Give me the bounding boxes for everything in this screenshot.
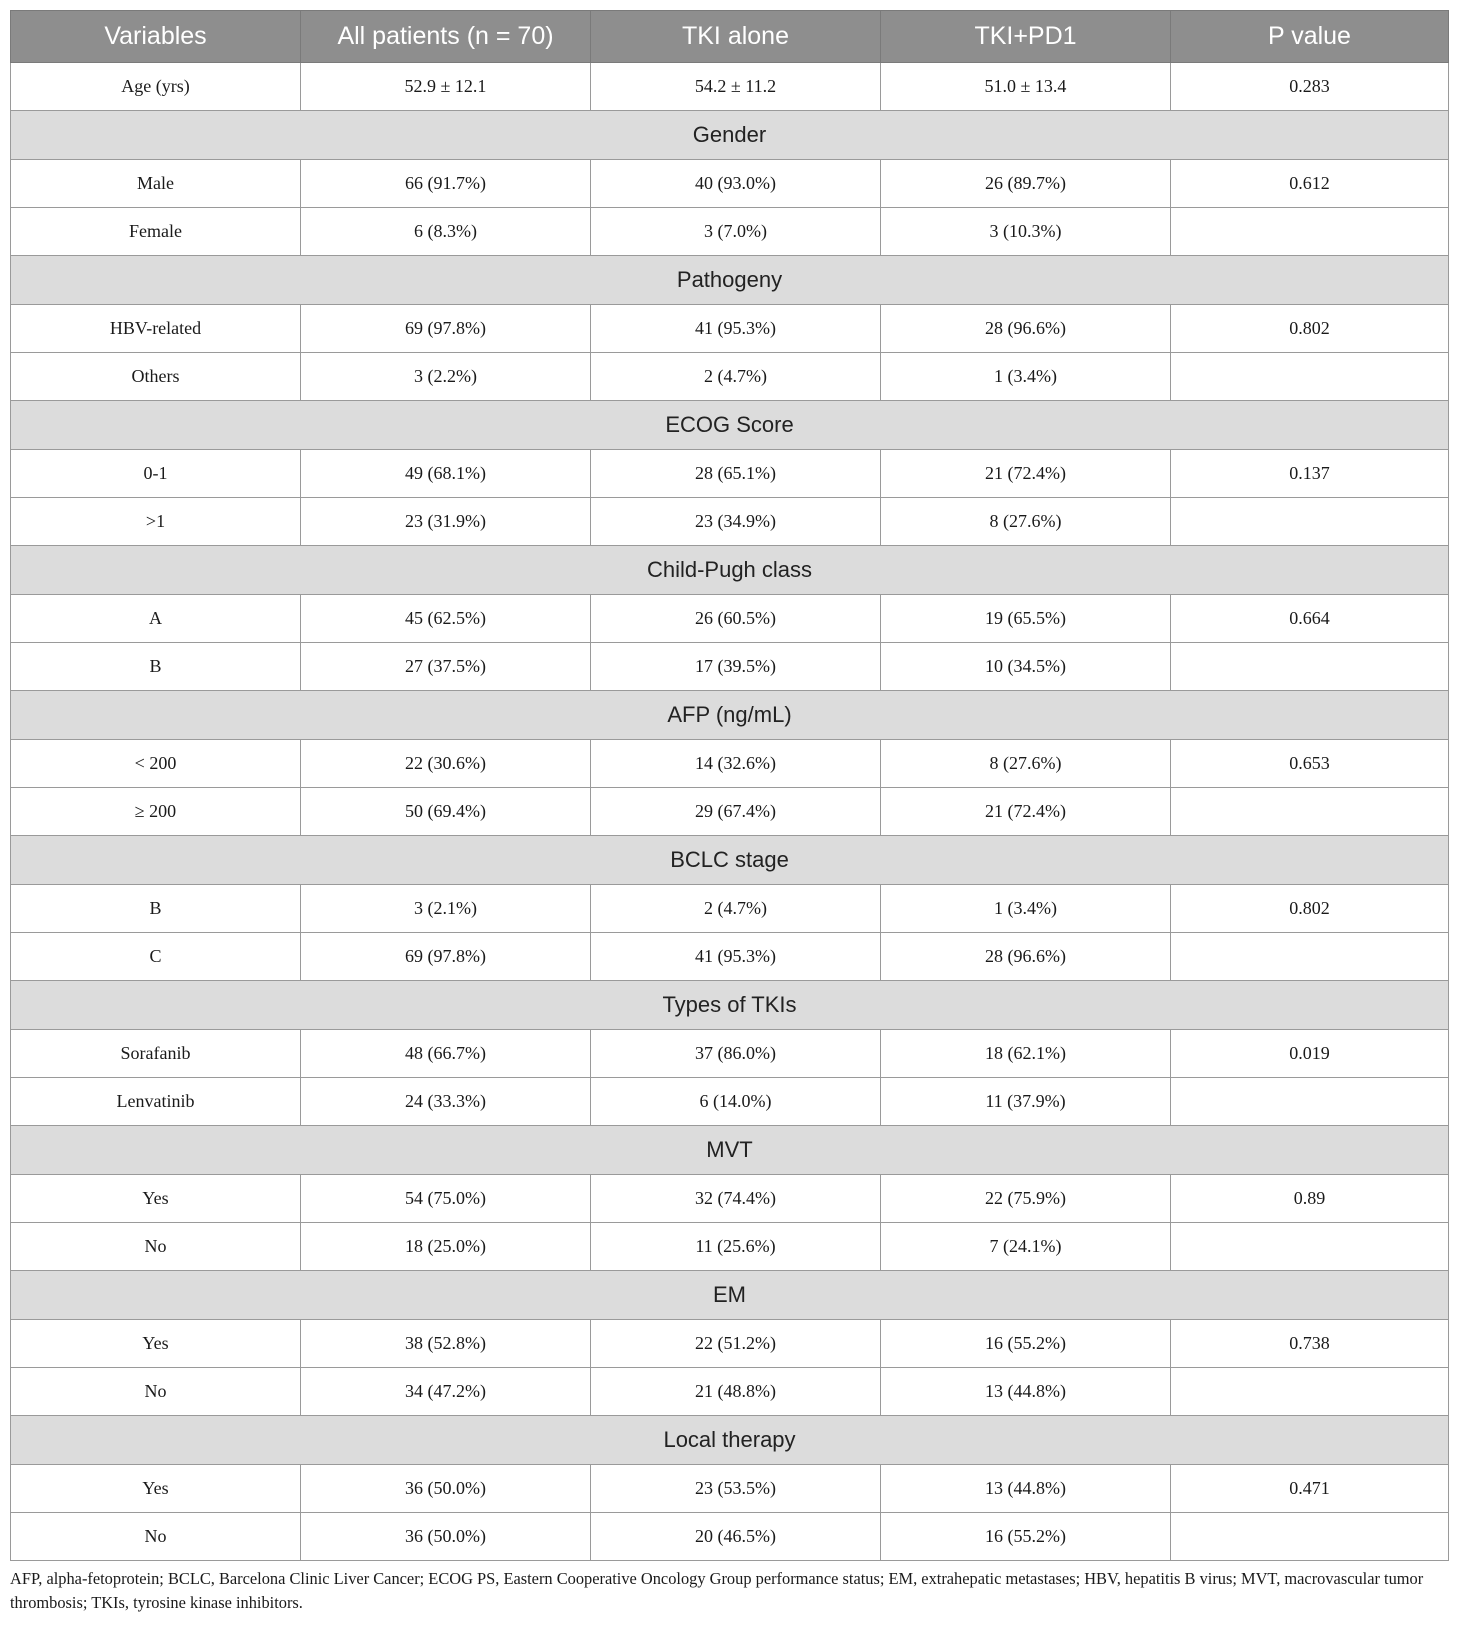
variable-cell: HBV-related <box>11 305 301 353</box>
tki-alone-cell: 20 (46.5%) <box>591 1513 881 1561</box>
all-patients-cell: 54 (75.0%) <box>301 1175 591 1223</box>
table-row <box>11 1078 1449 1126</box>
p-value-cell: 0.802 <box>1171 885 1449 933</box>
tki-alone-cell: 41 (95.3%) <box>591 305 881 353</box>
group-label: Gender <box>11 111 1449 160</box>
group-label: BCLC stage <box>11 836 1449 885</box>
tki-alone-cell: 40 (93.0%) <box>591 160 881 208</box>
group-label: ECOG Score <box>11 401 1449 450</box>
tki-alone-cell: 22 (51.2%) <box>591 1320 881 1368</box>
tki-alone-cell: 41 (95.3%) <box>591 933 881 981</box>
group-label: AFP (ng/mL) <box>11 691 1449 740</box>
group-label: MVT <box>11 1126 1449 1175</box>
tki-alone-cell: 29 (67.4%) <box>591 788 881 836</box>
table-row <box>11 305 1449 353</box>
variable-cell: Yes <box>11 1175 301 1223</box>
p-value-cell <box>1171 1368 1449 1416</box>
all-patients-cell: 66 (91.7%) <box>301 160 591 208</box>
group-label: EM <box>11 1271 1449 1320</box>
p-value-cell <box>1171 933 1449 981</box>
group-label: Pathogeny <box>11 256 1449 305</box>
p-value-cell <box>1171 208 1449 256</box>
p-value-cell <box>1171 1223 1449 1271</box>
all-patients-cell: 38 (52.8%) <box>301 1320 591 1368</box>
p-value-cell <box>1171 643 1449 691</box>
tki-pd1-cell: 18 (62.1%) <box>881 1030 1171 1078</box>
all-patients-cell: 48 (66.7%) <box>301 1030 591 1078</box>
tki-alone-cell: 54.2 ± 11.2 <box>591 63 881 111</box>
all-patients-cell: 45 (62.5%) <box>301 595 591 643</box>
table-footnote: AFP, alpha-fetoprotein; BCLC, Barcelona Clinic Liver Cancer; ECOG PS, Eastern Cooperative Oncology Group performance status; EM, extrahepatic metastases; HBV, hepatitis B virus; MVT, macrovascular tumor thrombosis; TKIs, tyrosine kinase inhibitors. <box>10 1569 1424 1612</box>
tki-pd1-cell: 1 (3.4%) <box>881 885 1171 933</box>
tki-pd1-cell: 8 (27.6%) <box>881 740 1171 788</box>
tki-alone-cell: 23 (53.5%) <box>591 1465 881 1513</box>
p-value-cell: 0.89 <box>1171 1175 1449 1223</box>
variable-cell: Lenvatinib <box>11 1078 301 1126</box>
table-row <box>11 1513 1449 1561</box>
variable-cell: A <box>11 595 301 643</box>
p-value-cell: 0.019 <box>1171 1030 1449 1078</box>
all-patients-cell: 23 (31.9%) <box>301 498 591 546</box>
all-patients-cell: 22 (30.6%) <box>301 740 591 788</box>
all-patients-cell: 36 (50.0%) <box>301 1513 591 1561</box>
table-row <box>11 1465 1449 1513</box>
group-header-row <box>11 401 1449 450</box>
group-header-row <box>11 981 1449 1030</box>
variable-cell: Age (yrs) <box>11 63 301 111</box>
tki-pd1-cell: 10 (34.5%) <box>881 643 1171 691</box>
all-patients-cell: 3 (2.2%) <box>301 353 591 401</box>
variable-cell: >1 <box>11 498 301 546</box>
table-row <box>11 160 1449 208</box>
tki-alone-cell: 14 (32.6%) <box>591 740 881 788</box>
table-row <box>11 1320 1449 1368</box>
table-body <box>11 63 1449 1561</box>
all-patients-cell: 6 (8.3%) <box>301 208 591 256</box>
tki-alone-cell: 11 (25.6%) <box>591 1223 881 1271</box>
tki-alone-cell: 2 (4.7%) <box>591 885 881 933</box>
header-tki-alone: TKI alone <box>591 11 881 63</box>
p-value-cell <box>1171 788 1449 836</box>
table-row <box>11 353 1449 401</box>
table-row <box>11 450 1449 498</box>
group-header-row <box>11 1126 1449 1175</box>
tki-pd1-cell: 22 (75.9%) <box>881 1175 1171 1223</box>
tki-pd1-cell: 21 (72.4%) <box>881 450 1171 498</box>
variable-cell: Yes <box>11 1320 301 1368</box>
all-patients-cell: 24 (33.3%) <box>301 1078 591 1126</box>
header-p-value: P value <box>1171 11 1449 63</box>
tki-pd1-cell: 13 (44.8%) <box>881 1368 1171 1416</box>
table-row <box>11 788 1449 836</box>
tki-alone-cell: 2 (4.7%) <box>591 353 881 401</box>
table-row <box>11 1030 1449 1078</box>
tki-pd1-cell: 28 (96.6%) <box>881 305 1171 353</box>
p-value-cell <box>1171 353 1449 401</box>
p-value-cell: 0.137 <box>1171 450 1449 498</box>
table-row <box>11 740 1449 788</box>
tki-alone-cell: 3 (7.0%) <box>591 208 881 256</box>
p-value-cell: 0.612 <box>1171 160 1449 208</box>
table-row <box>11 498 1449 546</box>
table-row <box>11 595 1449 643</box>
variable-cell: Female <box>11 208 301 256</box>
table-row <box>11 1175 1449 1223</box>
header-variables: Variables <box>11 11 301 63</box>
header-all-patients: All patients (n = 70) <box>301 11 591 63</box>
variable-cell: No <box>11 1223 301 1271</box>
table-row <box>11 1368 1449 1416</box>
tki-pd1-cell: 1 (3.4%) <box>881 353 1171 401</box>
variable-cell: < 200 <box>11 740 301 788</box>
group-label: Local therapy <box>11 1416 1449 1465</box>
tki-pd1-cell: 28 (96.6%) <box>881 933 1171 981</box>
p-value-cell: 0.471 <box>1171 1465 1449 1513</box>
tki-pd1-cell: 19 (65.5%) <box>881 595 1171 643</box>
table-row <box>11 933 1449 981</box>
tki-alone-cell: 32 (74.4%) <box>591 1175 881 1223</box>
group-label: Types of TKIs <box>11 981 1449 1030</box>
variable-cell: Male <box>11 160 301 208</box>
variable-cell: B <box>11 643 301 691</box>
group-header-row <box>11 256 1449 305</box>
group-label: Child-Pugh class <box>11 546 1449 595</box>
all-patients-cell: 36 (50.0%) <box>301 1465 591 1513</box>
tki-pd1-cell: 51.0 ± 13.4 <box>881 63 1171 111</box>
table-row <box>11 885 1449 933</box>
p-value-cell <box>1171 498 1449 546</box>
tki-pd1-cell: 21 (72.4%) <box>881 788 1171 836</box>
tki-pd1-cell: 8 (27.6%) <box>881 498 1171 546</box>
all-patients-cell: 69 (97.8%) <box>301 933 591 981</box>
tki-alone-cell: 26 (60.5%) <box>591 595 881 643</box>
tki-alone-cell: 23 (34.9%) <box>591 498 881 546</box>
group-header-row <box>11 1416 1449 1465</box>
all-patients-cell: 27 (37.5%) <box>301 643 591 691</box>
variable-cell: Sorafanib <box>11 1030 301 1078</box>
variable-cell: Others <box>11 353 301 401</box>
p-value-cell: 0.653 <box>1171 740 1449 788</box>
tki-pd1-cell: 13 (44.8%) <box>881 1465 1171 1513</box>
all-patients-cell: 3 (2.1%) <box>301 885 591 933</box>
group-header-row <box>11 691 1449 740</box>
group-header-row <box>11 836 1449 885</box>
variable-cell: ≥ 200 <box>11 788 301 836</box>
variable-cell: C <box>11 933 301 981</box>
variable-cell: 0-1 <box>11 450 301 498</box>
group-header-row <box>11 111 1449 160</box>
header-tki-pd1: TKI+PD1 <box>881 11 1171 63</box>
p-value-cell: 0.738 <box>1171 1320 1449 1368</box>
p-value-cell: 0.664 <box>1171 595 1449 643</box>
all-patients-cell: 49 (68.1%) <box>301 450 591 498</box>
p-value-cell: 0.283 <box>1171 63 1449 111</box>
header-row <box>11 11 1449 63</box>
p-value-cell <box>1171 1078 1449 1126</box>
table-row <box>11 643 1449 691</box>
tki-alone-cell: 6 (14.0%) <box>591 1078 881 1126</box>
variable-cell: B <box>11 885 301 933</box>
tki-pd1-cell: 16 (55.2%) <box>881 1513 1171 1561</box>
tki-pd1-cell: 7 (24.1%) <box>881 1223 1171 1271</box>
p-value-cell: 0.802 <box>1171 305 1449 353</box>
all-patients-cell: 34 (47.2%) <box>301 1368 591 1416</box>
table-header <box>11 11 1449 63</box>
variable-cell: No <box>11 1513 301 1561</box>
tki-pd1-cell: 3 (10.3%) <box>881 208 1171 256</box>
tki-pd1-cell: 26 (89.7%) <box>881 160 1171 208</box>
tki-pd1-cell: 11 (37.9%) <box>881 1078 1171 1126</box>
tki-alone-cell: 37 (86.0%) <box>591 1030 881 1078</box>
all-patients-cell: 52.9 ± 12.1 <box>301 63 591 111</box>
table-row <box>11 63 1449 111</box>
all-patients-cell: 69 (97.8%) <box>301 305 591 353</box>
group-header-row <box>11 1271 1449 1320</box>
table-row <box>11 208 1449 256</box>
p-value-cell <box>1171 1513 1449 1561</box>
table-row <box>11 1223 1449 1271</box>
tki-alone-cell: 28 (65.1%) <box>591 450 881 498</box>
tki-alone-cell: 17 (39.5%) <box>591 643 881 691</box>
tki-alone-cell: 21 (48.8%) <box>591 1368 881 1416</box>
data-table <box>10 10 1449 1561</box>
group-header-row <box>11 546 1449 595</box>
all-patients-cell: 50 (69.4%) <box>301 788 591 836</box>
variable-cell: No <box>11 1368 301 1416</box>
variable-cell: Yes <box>11 1465 301 1513</box>
tki-pd1-cell: 16 (55.2%) <box>881 1320 1171 1368</box>
all-patients-cell: 18 (25.0%) <box>301 1223 591 1271</box>
